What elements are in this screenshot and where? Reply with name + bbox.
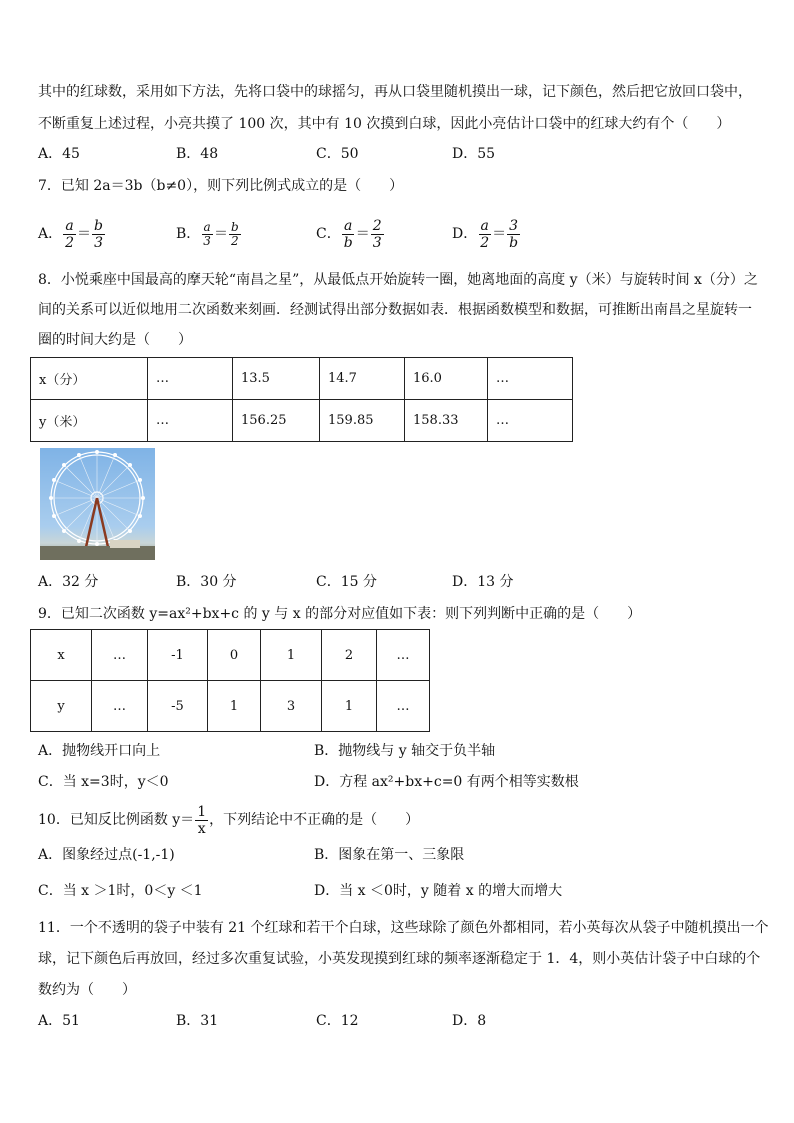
denominator: 3 bbox=[203, 233, 211, 248]
q7-options bbox=[38, 214, 758, 254]
numerator: 1 bbox=[197, 803, 207, 820]
numerator: a bbox=[203, 219, 211, 234]
fraction bbox=[371, 218, 384, 251]
table-cell: x bbox=[31, 630, 92, 681]
numerator: a bbox=[65, 217, 74, 234]
denominator: 2 bbox=[480, 234, 490, 251]
denominator: 3 bbox=[94, 234, 103, 251]
q10-stem bbox=[38, 802, 419, 838]
q6-options bbox=[38, 143, 758, 165]
numerator: 2 bbox=[372, 217, 382, 234]
q8-line-1: 8．小悦乘座中国最高的摩天轮“南昌之星”，从最低点开始旋转一圈，她离地面的高度 y（米）与旋转时间 x（分）之 bbox=[38, 272, 758, 288]
table-cell: -5 bbox=[148, 681, 208, 732]
equals-sign: ＝ bbox=[77, 226, 92, 242]
table-cell: 16.0 bbox=[405, 358, 488, 400]
fraction bbox=[195, 804, 208, 837]
q6-option-d[interactable]: D．55 bbox=[452, 146, 496, 162]
q11-line-2: 球，记下颜色后再放回，经过多次重复试验，小英发现摸到红球的频率逐渐稳定于 1．4，则小英估计袋子中白球的个 bbox=[38, 951, 761, 967]
table-cell: x（分） bbox=[31, 358, 148, 400]
table-cell: … bbox=[92, 630, 148, 681]
q8-data-table bbox=[30, 357, 573, 442]
q7-option-c[interactable] bbox=[316, 214, 385, 254]
table-cell: … bbox=[377, 681, 430, 732]
q8-option-a[interactable]: A．32 分 bbox=[38, 574, 99, 590]
q10-option-c[interactable]: C．当 x ＞1时，0＜y ＜1 bbox=[38, 883, 203, 899]
fraction bbox=[507, 218, 520, 251]
numerator: a bbox=[344, 217, 353, 234]
table-cell: 14.7 bbox=[320, 358, 405, 400]
table-row bbox=[31, 358, 573, 400]
q9-data-table bbox=[30, 629, 430, 732]
q8-option-b[interactable]: B．30 分 bbox=[176, 574, 237, 590]
q6-line-1: 其中的红球数，采用如下方法，先将口袋中的球摇匀，再从口袋里随机摸出一球，记下颜色，然后把它放回口袋中， bbox=[38, 84, 752, 100]
fraction bbox=[92, 218, 105, 251]
q10-stem-suffix: ，下列结论中不正确的是（ ） bbox=[209, 812, 420, 828]
table-cell: y bbox=[31, 681, 92, 732]
q10-stem-prefix: 10．已知反比例函数 y＝ bbox=[38, 812, 195, 828]
numerator: 3 bbox=[509, 217, 519, 234]
denominator: b bbox=[509, 234, 519, 251]
table-cell: 1 bbox=[208, 681, 261, 732]
table-cell: 0 bbox=[208, 630, 261, 681]
table-row bbox=[31, 681, 430, 732]
fraction bbox=[229, 221, 241, 248]
numerator: b bbox=[230, 219, 239, 234]
table-cell: … bbox=[377, 630, 430, 681]
q9-option-a[interactable]: A．抛物线开口向上 bbox=[38, 743, 161, 759]
denominator: 2 bbox=[230, 233, 239, 248]
q8-option-d[interactable]: D．13 分 bbox=[452, 574, 514, 590]
option-label: C． bbox=[316, 226, 341, 242]
fraction bbox=[478, 218, 491, 251]
q10-option-d[interactable]: D．当 x ＜0时，y 随着 x 的增大而增大 bbox=[314, 883, 563, 899]
table-row bbox=[31, 400, 573, 442]
q7-option-d[interactable] bbox=[452, 214, 521, 254]
table-cell: … bbox=[488, 358, 573, 400]
q11-line-3: 数约为（ ） bbox=[38, 982, 136, 998]
numerator: b bbox=[94, 217, 104, 234]
q11-option-a[interactable]: A．51 bbox=[38, 1013, 80, 1029]
q6-option-b[interactable]: B．48 bbox=[176, 146, 219, 162]
table-cell: 159.85 bbox=[320, 400, 405, 442]
q9-option-d[interactable]: D．方程 ax²+bx+c=0 有两个相等实数根 bbox=[314, 774, 579, 790]
option-label: D． bbox=[452, 226, 478, 242]
q9-options bbox=[38, 740, 758, 800]
q8-options bbox=[38, 571, 758, 593]
table-cell: 3 bbox=[261, 681, 322, 732]
q9-option-b[interactable]: B．抛物线与 y 轴交于负半轴 bbox=[314, 743, 496, 759]
table-cell: … bbox=[92, 681, 148, 732]
table-cell: … bbox=[148, 400, 233, 442]
equals-sign: ＝ bbox=[213, 226, 228, 242]
q11-options bbox=[38, 1010, 758, 1032]
q8-line-2: 间的关系可以近似地用二次函数来刻画．经测试得出部分数据如表．根据函数模型和数据，可推断出南昌之星旋转一 bbox=[38, 302, 752, 318]
q10-options bbox=[38, 844, 758, 904]
table-cell: -1 bbox=[148, 630, 208, 681]
q6-line-2: 不断重复上述过程，小亮共摸了 100 次，其中有 10 次摸到白球，因此小亮估计口袋中的红球大约有个（ ） bbox=[38, 116, 731, 132]
q11-option-b[interactable]: B．31 bbox=[176, 1013, 219, 1029]
fraction bbox=[63, 218, 76, 251]
q6-option-a[interactable]: A．45 bbox=[38, 146, 80, 162]
numerator: a bbox=[480, 217, 489, 234]
table-cell: 2 bbox=[322, 630, 377, 681]
q6-option-c[interactable]: C．50 bbox=[316, 146, 359, 162]
q8-option-c[interactable]: C．15 分 bbox=[316, 574, 377, 590]
q9-stem: 9．已知二次函数 y=ax²+bx+c 的 y 与 x 的部分对应值如下表：则下列判断中正确的是（ ） bbox=[38, 606, 642, 622]
table-row bbox=[31, 630, 430, 681]
denominator: x bbox=[197, 820, 206, 837]
q11-option-c[interactable]: C．12 bbox=[316, 1013, 359, 1029]
table-cell: … bbox=[148, 358, 233, 400]
q9-option-c[interactable]: C．当 x=3时，y＜0 bbox=[38, 774, 169, 790]
equals-sign: ＝ bbox=[492, 226, 507, 242]
equals-sign: ＝ bbox=[355, 226, 370, 242]
denominator: 2 bbox=[65, 234, 75, 251]
ferris-wheel-photo bbox=[40, 448, 155, 560]
q10-option-a[interactable]: A．图象经过点(-1,-1) bbox=[38, 847, 175, 863]
table-cell: 158.33 bbox=[405, 400, 488, 442]
q8-line-3: 圈的时间大约是（ ） bbox=[38, 332, 192, 348]
table-cell: 1 bbox=[261, 630, 322, 681]
q11-option-d[interactable]: D．8 bbox=[452, 1013, 487, 1029]
q10-option-b[interactable]: B．图象在第一、三象限 bbox=[314, 847, 465, 863]
table-cell: 13.5 bbox=[233, 358, 320, 400]
fraction bbox=[342, 218, 355, 251]
table-cell: 1 bbox=[322, 681, 377, 732]
denominator: 3 bbox=[372, 234, 382, 251]
table-cell: 156.25 bbox=[233, 400, 320, 442]
q7-stem: 7．已知 2a＝3b（b≠0），则下列比例式成立的是（ ） bbox=[38, 178, 404, 194]
q7-option-b[interactable] bbox=[176, 214, 242, 254]
denominator: b bbox=[343, 234, 353, 251]
table-cell: y（米） bbox=[31, 400, 148, 442]
q7-option-a[interactable] bbox=[38, 214, 106, 254]
q11-line-1: 11．一个不透明的袋子中装有 21 个红球和若干个白球，这些球除了颜色外都相同，若小英每次从袋子中随机摸出一个 bbox=[38, 920, 769, 936]
option-label: B． bbox=[176, 226, 201, 242]
option-label: A． bbox=[38, 226, 63, 242]
table-cell: … bbox=[488, 400, 573, 442]
fraction bbox=[201, 221, 213, 248]
